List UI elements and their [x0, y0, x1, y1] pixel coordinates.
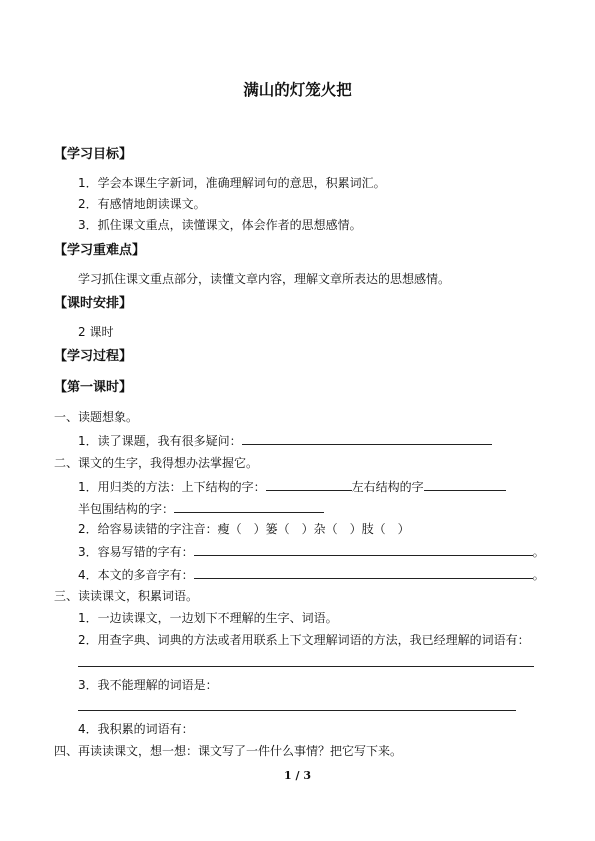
task2-question1-label-a: 1．用归类的方法：上下结构的字：	[78, 480, 266, 494]
goal-item-2: 2．有感情地朗读课文。	[78, 197, 206, 211]
task3-title: 三、读读课文，积累词语。	[54, 589, 199, 603]
end-mark: 。	[532, 545, 545, 559]
answer-line[interactable]	[78, 710, 516, 711]
task2-question4-label: 4．本文的多音字有：	[78, 568, 194, 582]
task1-title: 一、读题想象。	[54, 410, 139, 424]
answer-blank[interactable]	[242, 433, 492, 445]
task2-question1-cont	[78, 501, 324, 516]
task1-question1	[78, 433, 492, 448]
section-heading-process: 【学习过程】	[54, 349, 133, 364]
goal-item-3: 3．抓住课文重点，读懂课文，体会作者的思想感情。	[78, 218, 362, 232]
task1-question1-label: 1．读了课题，我有很多疑问：	[78, 434, 242, 448]
task2-question4	[78, 567, 545, 582]
task2-question3	[78, 544, 545, 559]
answer-blank[interactable]	[266, 479, 352, 491]
task2-title: 二、课文的生字，我得想办法掌握它。	[54, 456, 259, 470]
task3-question2: 2．用查字典、词典的方法或者用联系上下文理解词语的方法，我已经理解的词语有：	[78, 633, 530, 647]
goal-item-1: 1．学会本课生字新词，准确理解词句的意思，积累词汇。	[78, 176, 386, 190]
end-mark: 。	[532, 568, 545, 582]
section-heading-key-points: 【学习重难点】	[54, 243, 146, 258]
task3-question4: 4．我积累的词语有：	[78, 722, 194, 736]
task2-question1-label-b: 左右结构的字	[351, 480, 424, 494]
answer-blank[interactable]	[194, 567, 533, 579]
task3-question1: 1．一边读课文，一边划下不理解的生字、词语。	[78, 611, 338, 625]
task4-title: 四、再读读课文，想一想：课文写了一件什么事情？把它写下来。	[54, 744, 403, 758]
task2-question3-label: 3．容易写错的字有：	[78, 545, 194, 559]
answer-blank[interactable]	[174, 501, 324, 513]
task2-question1-label-c: 半包围结构的字：	[78, 502, 175, 516]
section-heading-goals: 【学习目标】	[54, 147, 133, 162]
task2-question2: 2．给容易读错的字注音：瘦（ ）篓（ ）杂（ ）肢（ ）	[78, 522, 410, 536]
schedule-text: 2 课时	[78, 325, 114, 339]
document-title: 满山的灯笼火把	[243, 81, 352, 99]
task3-question3: 3．我不能理解的词语是：	[78, 678, 218, 692]
answer-blank[interactable]	[424, 479, 506, 491]
page-number: 1 / 3	[284, 769, 311, 782]
section-heading-schedule: 【课时安排】	[54, 296, 133, 311]
answer-line[interactable]	[78, 666, 534, 667]
key-points-text: 学习抓住课文重点部分，读懂文章内容，理解文章所表达的思想感情。	[78, 272, 451, 286]
task2-question1	[78, 479, 506, 494]
answer-blank[interactable]	[194, 544, 533, 556]
section-heading-lesson1: 【第一课时】	[54, 380, 133, 395]
